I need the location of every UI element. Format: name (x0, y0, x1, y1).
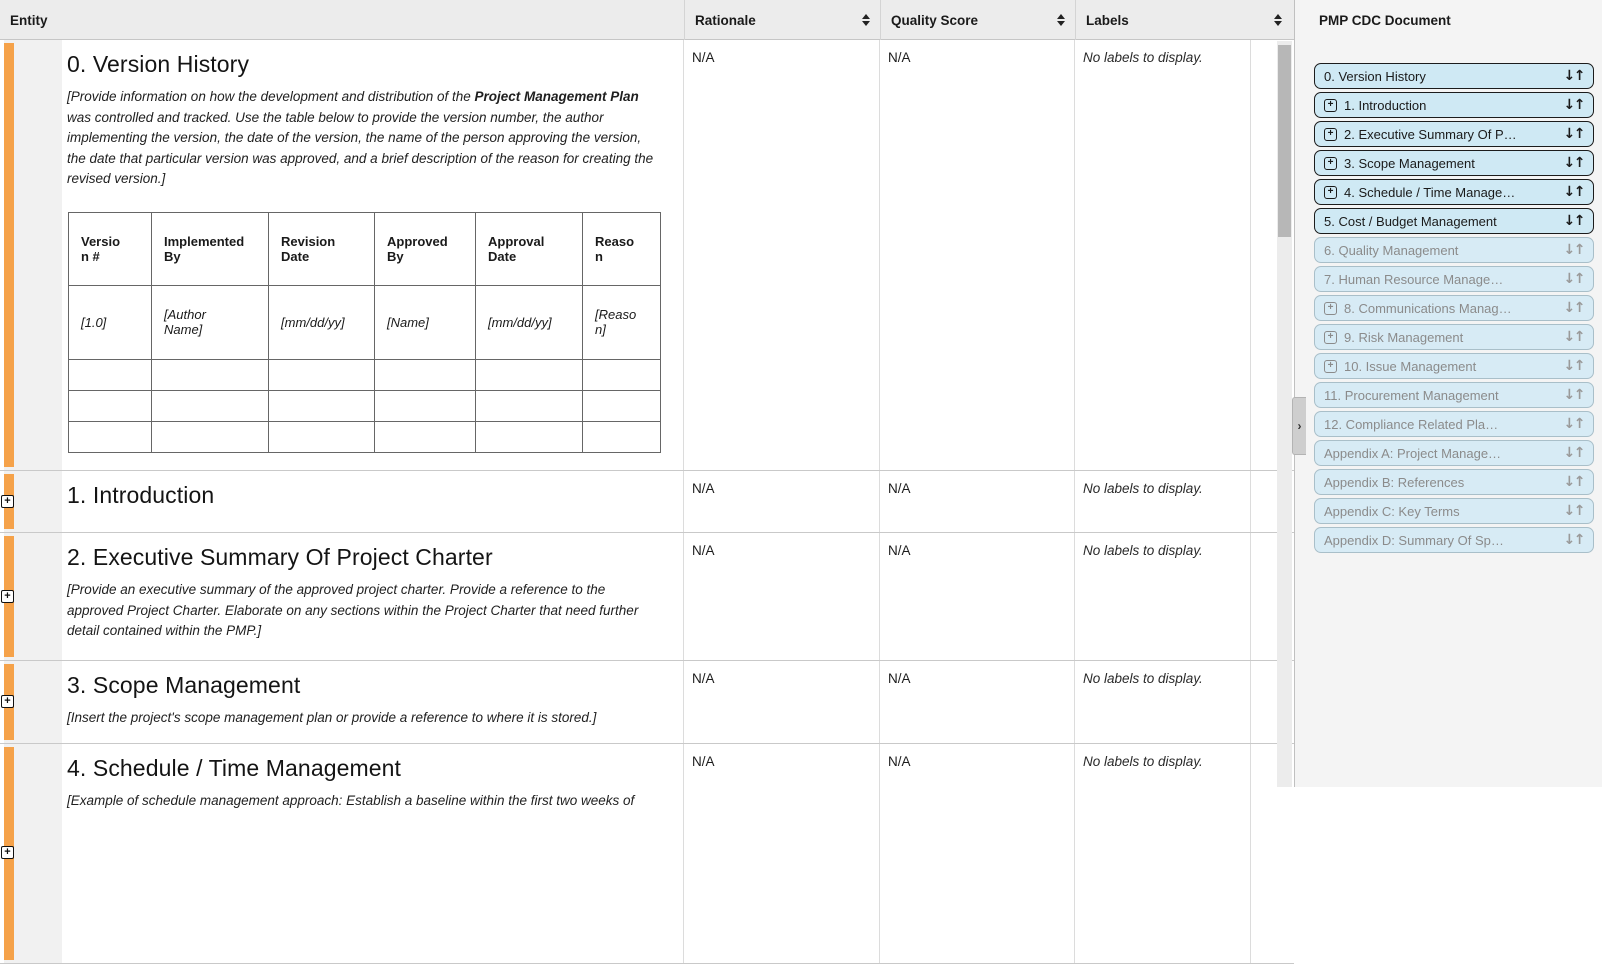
sidebar-section-label: 10. Issue Management (1344, 358, 1477, 374)
version-table-cell-value: [Name] (387, 314, 429, 330)
entity-cell (62, 661, 684, 743)
sidebar-section-item[interactable] (1314, 121, 1594, 147)
version-table-empty-cell (69, 421, 152, 452)
entity-description-segment: was controlled and tracked. Use the table below to provide the version number, the author implementing the version, the date of the version, the name of the person approving the version, the date that particular version was approved, and a brief description of the reason for creating the revised version.] (67, 109, 654, 186)
version-table-empty-cell (375, 359, 476, 390)
version-table-cell-value: [mm/dd/yy] (281, 314, 345, 330)
sidebar-section-item[interactable] (1314, 324, 1594, 350)
entity-title: 3. Scope Management (67, 672, 301, 698)
version-table-header-label: Approved By (387, 233, 448, 264)
sidebar-section-item[interactable] (1314, 498, 1594, 524)
row-right-spacer (1251, 471, 1277, 532)
reorder-icon[interactable]: ↓↑ (1563, 126, 1584, 142)
version-table-empty-cell (375, 421, 476, 452)
sidebar-section-item[interactable] (1314, 527, 1594, 553)
sidebar-section-item[interactable] (1314, 63, 1594, 89)
entity-description-segment: [Insert the project's scope management plan or provide a reference to where it is stored.] (67, 710, 597, 725)
version-table-cell (375, 285, 476, 359)
sidebar-section-label: 4. Schedule / Time Manage… (1344, 184, 1516, 200)
sidebar-section-item[interactable] (1314, 266, 1594, 292)
reorder-icon[interactable]: ↓↑ (1563, 358, 1584, 374)
version-table-empty-cell (583, 359, 661, 390)
expand-row-button[interactable]: + (1, 846, 14, 859)
expand-row-button[interactable]: + (1, 495, 14, 508)
version-table-empty-cell (152, 421, 269, 452)
row-gutter (0, 40, 62, 470)
sidebar-section-label: 9. Risk Management (1344, 329, 1464, 345)
sidebar-section-item[interactable] (1314, 237, 1594, 263)
row-right-spacer (1251, 744, 1277, 963)
column-header-label: Rationale (695, 12, 756, 28)
version-table-header-label: Reason (595, 233, 635, 264)
reorder-icon[interactable]: ↓↑ (1563, 300, 1584, 316)
sidebar-section-label: 8. Communications Manag… (1344, 300, 1512, 316)
sidebar-section-label: Appendix D: Summary Of Sp… (1324, 532, 1504, 548)
quality-score-cell: N/A (880, 471, 1075, 532)
expand-icon[interactable]: + (1324, 128, 1337, 141)
sidebar-collapse-handle[interactable] (1292, 397, 1306, 455)
sidebar-section-item[interactable] (1314, 295, 1594, 321)
expand-row-button[interactable]: + (1, 590, 14, 603)
version-table-header (269, 212, 375, 285)
rationale-cell: N/A (684, 661, 880, 743)
vertical-scrollbar (1277, 41, 1292, 787)
version-table-header-label: Approval Date (488, 233, 545, 264)
expand-icon[interactable]: + (1324, 99, 1337, 112)
row-right-spacer (1251, 661, 1277, 743)
sidebar-section-item[interactable] (1314, 208, 1594, 234)
row-right-spacer (1251, 533, 1277, 660)
sort-icon[interactable] (1274, 14, 1282, 26)
quality-score-cell: N/A (880, 661, 1075, 743)
sidebar-section-item[interactable] (1314, 92, 1594, 118)
version-table-empty-cell (152, 359, 269, 390)
entity-description (67, 791, 657, 812)
entity-row[interactable] (0, 471, 1294, 533)
labels-cell: No labels to display. (1075, 533, 1251, 660)
sidebar-section-label: 7. Human Resource Manage… (1324, 271, 1504, 287)
rationale-cell: N/A (684, 744, 880, 963)
reorder-icon[interactable]: ↓↑ (1563, 97, 1584, 113)
expand-row-button[interactable]: + (1, 695, 14, 708)
entity-cell (62, 744, 684, 963)
scrollbar-thumb[interactable] (1278, 45, 1291, 237)
version-table-empty-cell (269, 359, 375, 390)
sidebar-section-item[interactable] (1314, 411, 1594, 437)
chevron-right-icon: › (1297, 419, 1302, 433)
column-header-label: Entity (10, 12, 48, 28)
reorder-icon[interactable]: ↓↑ (1563, 184, 1584, 200)
expand-icon[interactable]: + (1324, 360, 1337, 373)
entity-row[interactable] (0, 661, 1294, 744)
sidebar-section-item[interactable] (1314, 440, 1594, 466)
document-outline-sidebar (1294, 0, 1602, 787)
entity-title: 2. Executive Summary Of Project Charter (67, 544, 493, 570)
entity-row[interactable] (0, 40, 1294, 471)
row-right-spacer (1251, 40, 1277, 470)
reorder-icon[interactable]: ↓↑ (1563, 445, 1584, 461)
version-table-header (583, 212, 661, 285)
sort-icon[interactable] (862, 14, 870, 26)
sidebar-section-label: 2. Executive Summary Of P… (1344, 126, 1517, 142)
entity-row[interactable] (0, 533, 1294, 661)
row-gutter (0, 661, 62, 743)
column-header-labels[interactable] (1075, 0, 1292, 40)
entity-description (67, 87, 657, 190)
entity-description (67, 580, 657, 642)
sidebar-section-list (1314, 63, 1594, 556)
version-table-cell (152, 285, 269, 359)
column-header-label: Labels (1086, 12, 1129, 28)
row-gutter (0, 533, 62, 660)
entity-cell (62, 533, 684, 660)
reorder-icon[interactable]: ↓↑ (1563, 532, 1584, 548)
sidebar-section-label: 6. Quality Management (1324, 242, 1459, 258)
sidebar-section-label: 1. Introduction (1344, 97, 1427, 113)
version-table-empty-cell (375, 390, 476, 421)
entity-title: 0. Version History (67, 51, 250, 77)
version-table-header-label: Version # (81, 233, 121, 264)
labels-cell: No labels to display. (1075, 471, 1251, 532)
sidebar-section-label: 5. Cost / Budget Management (1324, 213, 1497, 229)
rationale-cell: N/A (684, 471, 880, 532)
sidebar-section-item[interactable] (1314, 469, 1594, 495)
row-selection-marker (4, 43, 14, 467)
version-table-empty-cell (269, 390, 375, 421)
reorder-icon[interactable]: ↓↑ (1563, 213, 1584, 229)
sort-icon[interactable] (1057, 14, 1065, 26)
version-table-header (69, 212, 152, 285)
version-table-header-label: Implemented By (164, 233, 245, 264)
sidebar-section-label: 0. Version History (1324, 68, 1426, 84)
column-header-label: Quality Score (891, 12, 979, 28)
entity-description (67, 708, 657, 729)
entity-row[interactable] (0, 744, 1294, 964)
version-table-cell (583, 285, 661, 359)
reorder-icon[interactable]: ↓↑ (1563, 155, 1584, 171)
entity-description-segment: [Provide an executive summary of the approved project charter. Provide a reference to the approved Project Charter. Elaborate on any sections within the Project Charter that need further detail contained within the PMP.] (67, 582, 639, 638)
row-gutter (0, 744, 62, 963)
reorder-icon[interactable]: ↓↑ (1563, 329, 1584, 345)
sidebar-section-label: Appendix C: Key Terms (1324, 503, 1460, 519)
labels-cell: No labels to display. (1075, 661, 1251, 743)
entity-title: 1. Introduction (67, 482, 215, 508)
rationale-cell: N/A (684, 40, 880, 470)
version-table-empty-cell (583, 421, 661, 452)
grid-header (0, 0, 1294, 40)
version-table-header (476, 212, 583, 285)
labels-cell: No labels to display. (1075, 40, 1251, 470)
version-table-empty-cell (152, 390, 269, 421)
sidebar-section-item[interactable] (1314, 179, 1594, 205)
reorder-icon[interactable]: ↓↑ (1563, 68, 1584, 84)
sidebar-section-item[interactable] (1314, 353, 1594, 379)
column-header-rationale[interactable] (684, 0, 880, 40)
sidebar-title: PMP CDC Document (1319, 13, 1451, 28)
reorder-icon[interactable]: ↓↑ (1563, 242, 1584, 258)
entity-cell (62, 40, 684, 470)
sidebar-section-label: Appendix B: References (1324, 474, 1465, 490)
sidebar-section-item[interactable] (1314, 150, 1594, 176)
reorder-icon[interactable]: ↓↑ (1563, 474, 1584, 490)
version-table-empty-cell (583, 390, 661, 421)
version-table-cell-value: [1.0] (81, 314, 107, 330)
version-table-cell-value: [Author Name] (164, 307, 206, 337)
column-header-entity (0, 0, 684, 40)
version-table-empty-cell (476, 359, 583, 390)
version-table-header (152, 212, 269, 285)
version-table-empty-cell (269, 421, 375, 452)
version-table-cell-value: [mm/dd/yy] (488, 314, 552, 330)
sidebar-section-label: Appendix A: Project Manage… (1324, 445, 1502, 461)
entity-description-segment: [Example of schedule management approach: Establish a baseline within the first two weeks of (67, 792, 635, 808)
expand-icon[interactable]: + (1324, 157, 1337, 170)
version-table-cell (69, 285, 152, 359)
version-table-empty-cell (69, 390, 152, 421)
sidebar-section-item[interactable] (1314, 382, 1594, 408)
quality-score-cell: N/A (880, 533, 1075, 660)
sidebar-section-label: 3. Scope Management (1344, 155, 1475, 171)
version-table-empty-cell (476, 421, 583, 452)
version-table-empty-cell (69, 359, 152, 390)
version-table-header (375, 212, 476, 285)
version-table-header-label: Revision Date (281, 233, 336, 264)
entity-title: 4. Schedule / Time Management (67, 754, 402, 781)
version-history-table (68, 212, 661, 453)
reorder-icon[interactable]: ↓↑ (1563, 503, 1584, 519)
sidebar-section-label: 11. Procurement Management (1324, 387, 1499, 403)
version-table-cell (476, 285, 583, 359)
quality-score-cell: N/A (880, 40, 1075, 470)
reorder-icon[interactable]: ↓↑ (1563, 271, 1584, 287)
version-table-cell-value: [Reason] (595, 307, 637, 337)
entity-description-segment: [Provide information on how the development and distribution of the (67, 89, 475, 104)
entity-description-segment: Project Management Plan (474, 89, 639, 104)
labels-cell: No labels to display. (1075, 744, 1251, 963)
rationale-cell: N/A (684, 533, 880, 660)
expand-icon[interactable]: + (1324, 302, 1337, 315)
entity-rows (0, 40, 1294, 964)
column-header-quality-score[interactable] (880, 0, 1075, 40)
version-table-empty-cell (476, 390, 583, 421)
version-table-cell (269, 285, 375, 359)
row-gutter (0, 471, 62, 532)
sidebar-section-label: 12. Compliance Related Pla… (1324, 416, 1499, 432)
entity-cell (62, 471, 684, 532)
quality-score-cell: N/A (880, 744, 1075, 963)
reorder-icon[interactable]: ↓↑ (1563, 387, 1584, 403)
expand-icon[interactable]: + (1324, 331, 1337, 344)
reorder-icon[interactable]: ↓↑ (1563, 416, 1584, 432)
expand-icon[interactable]: + (1324, 186, 1337, 199)
